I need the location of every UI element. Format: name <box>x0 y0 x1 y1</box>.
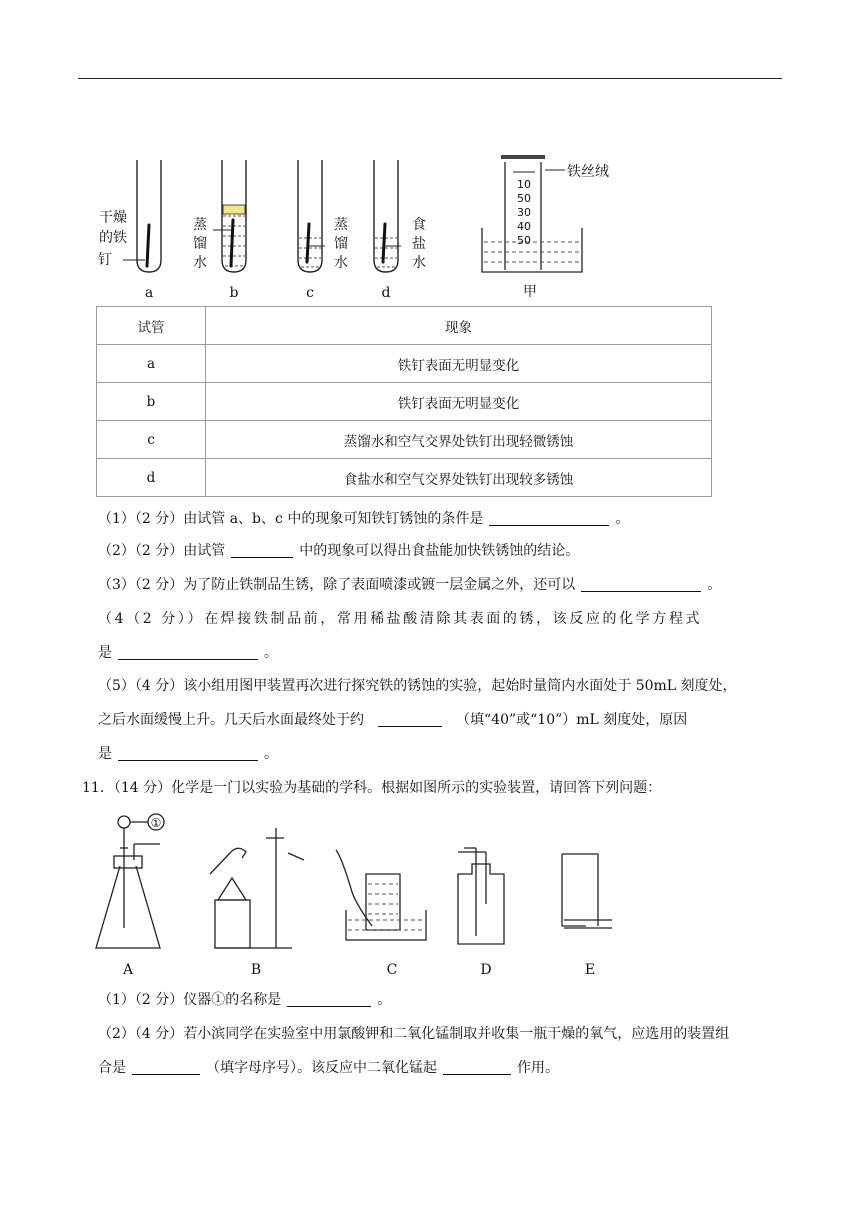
tube-a-label-line2: 的铁 <box>99 230 127 246</box>
tube-b-label-line1: 蒸 <box>193 217 207 233</box>
tube-b-label-line3: 水 <box>193 255 207 271</box>
q10-part4-line2: 是 。 <box>98 645 278 661</box>
tube-c-letter: c <box>306 285 314 301</box>
answer-blank[interactable] <box>581 576 701 592</box>
table-header: 现象 <box>206 307 712 345</box>
answer-blank[interactable] <box>443 1059 511 1075</box>
tube-c-label-line3: 水 <box>334 255 348 271</box>
table-cell: a <box>97 345 206 383</box>
tube-d-label-line3: 水 <box>412 255 426 271</box>
tube-a-label-line1: 干燥 <box>99 210 127 226</box>
cylinder-tick-1: 10 <box>517 178 531 191</box>
cylinder-tick-3: 30 <box>517 206 531 219</box>
answer-blank[interactable] <box>489 510 609 526</box>
tube-b-label-line2: 馏 <box>193 236 207 252</box>
apparatus-label-b: B <box>250 962 262 978</box>
q10-part3: （3）（2 分）为了防止铁制品生锈，除了表面喷漆或镀一层金属之外，还可以 。 <box>98 577 722 593</box>
q11-part2-line2: 合是 （填字母序号）。该反应中二氧化锰起 作用。 <box>98 1060 559 1076</box>
apparatus-label-e: E <box>584 962 596 978</box>
q11-part2-line1: （2）（4 分）若小滨同学在实验室中用氯酸钾和二氧化锰制取并收集一瓶干燥的氧气，应选用的装置组 <box>98 1026 730 1042</box>
answer-blank[interactable] <box>287 991 371 1007</box>
table-row <box>97 421 712 459</box>
q10-part5-line1: （5）（4 分）该小组用图甲装置再次进行探究铁的锈蚀的实验，起始时量筒内水面处于 50mL 刻度处， <box>98 678 737 694</box>
cylinder-label: 甲 <box>523 284 537 300</box>
tube-d-letter: d <box>381 285 391 301</box>
tube-b-letter: b <box>229 285 239 301</box>
q10-part2: （2）（2 分）由试管 中的现象可以得出食盐能加快铁锈蚀的结论。 <box>98 543 580 559</box>
table-row <box>97 459 712 497</box>
tube-c-label-line2: 馏 <box>334 236 348 252</box>
answer-blank[interactable] <box>231 542 293 558</box>
table-header: 试管 <box>97 307 206 345</box>
tube-a-label-line3: 钉 <box>98 252 112 268</box>
table-cell: c <box>97 421 206 459</box>
cylinder-tick-4: 40 <box>517 220 531 233</box>
answer-blank[interactable] <box>118 745 258 761</box>
answer-blank[interactable] <box>132 1059 200 1075</box>
tube-d-label-line1: 食 <box>412 217 426 233</box>
q11-part1: （1）（2 分）仪器①的名称是 。 <box>98 992 392 1008</box>
instrument-marker: ① <box>211 992 226 1008</box>
table-row <box>97 383 712 421</box>
table-cell: 蒸馏水和空气交界处铁钉出现轻微锈蚀 <box>206 421 712 459</box>
cylinder-tick-2: 50 <box>517 192 531 205</box>
header-rule <box>78 78 782 79</box>
q10-part4-line1: （4（2 分））在焊接铁制品前，常用稀盐酸清除其表面的锈，该反应的化学方程式 <box>98 611 703 627</box>
q10-part5-line2: 之后水面缓慢上升。几天后水面最终处于约 （填“40”或“10”）mL 刻度处，原因 <box>98 712 688 728</box>
observation-table <box>96 306 712 497</box>
tube-d-label-line2: 盐 <box>412 236 426 252</box>
table-cell: d <box>97 459 206 497</box>
table-cell: 食盐水和空气交界处铁钉出现较多锈蚀 <box>206 459 712 497</box>
tube-a-letter: a <box>144 285 154 301</box>
table-cell: 铁钉表面无明显变化 <box>206 383 712 421</box>
rust-experiment-figure <box>95 150 655 305</box>
q10-part1: （1）（2 分）由试管 a、b、c 中的现象可知铁钉锈蚀的条件是 。 <box>98 511 630 527</box>
table-header-row <box>97 307 712 345</box>
tube-c-label-line1: 蒸 <box>334 217 348 233</box>
apparatus-label-c: C <box>386 962 398 978</box>
q10-part5-line3: 是 。 <box>98 746 278 762</box>
apparatus-label-d: D <box>480 962 492 978</box>
apparatus-marker: ① <box>150 816 162 830</box>
answer-blank[interactable] <box>378 711 442 727</box>
table-cell: b <box>97 383 206 421</box>
table-row <box>97 345 712 383</box>
table-cell: 铁钉表面无明显变化 <box>206 345 712 383</box>
apparatus-label-a: A <box>122 962 134 978</box>
iron-wool-label: 铁丝绒 <box>567 164 609 180</box>
q11-stem: 11．（14 分）化学是一门以实验为基础的学科。根据如图所示的实验装置，请回答下列问题： <box>82 780 662 796</box>
cylinder-tick-5: 50 <box>517 234 531 247</box>
apparatus-figure <box>90 808 630 980</box>
answer-blank[interactable] <box>118 644 258 660</box>
